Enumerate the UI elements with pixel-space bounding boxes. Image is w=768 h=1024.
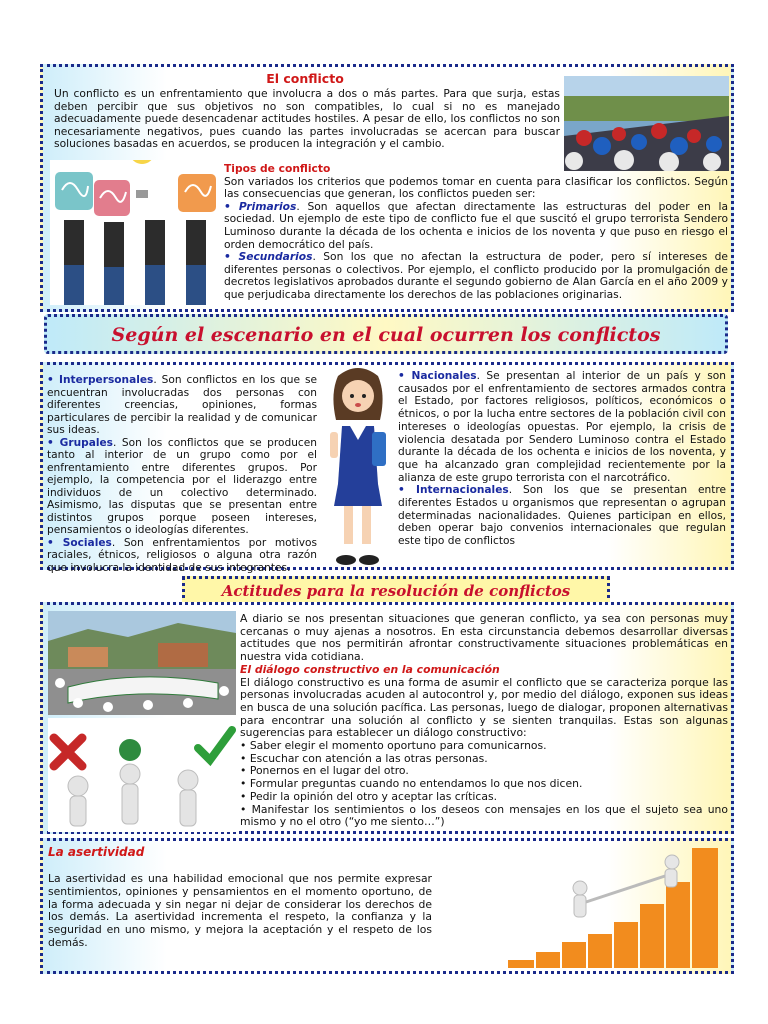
list-item: • Escuchar con atención a las otras personas. [240,753,728,766]
student-girl-illustration [320,366,396,566]
sociales-item: • Sociales. Son enfrentamientos por motivos raciales, étnicos, religiosos o alguna otra razón que involucra la identidad de sus integrantes. [47,536,317,574]
actitudes-intro: A diario se nos presentan situaciones que generan conflicto, ya sea con personas muy cercanas o muy ajenas a nosotros. En esta circunstancia debemos desarrollar diversas actitudes que nos permitirán afrontar constructivamente situaciones problemáticas en nuestra vida cotidiana. [240,612,728,664]
conflict-title: El conflicto [266,71,344,86]
left-column-types [47,374,317,574]
list-item: • Ponernos en el lugar del otro. [240,765,728,778]
internacionales-item: • Internacionales. Son los que se presentan entre diferentes Estados u organismos que representan o agrupan determinadas nacionalidades. Quienes participan en ellos, deben operar bajo convenios internacionales que regulan este tipo de conflictos [398,484,726,548]
tipos-section [224,163,728,302]
primarios-item: • Primarios. Son aquellos que afectan directamente las estructuras del poder en la sociedad. Un ejemplo de este tipo de conflicto fue el que suscitó el grupo terrorista Sendero Luminoso durante la década de los ochenta e inicios de los noventa y que puso en riesgo el orden democrático del país. [224,199,728,251]
dialogo-title: El diálogo constructivo en la comunicación [240,662,500,676]
banner-segun-escenario: Según el escenario en el cual ocurren los conflictos [44,314,728,354]
people-holding-signs-illustration [50,160,220,305]
asertividad-title: La asertividad [48,845,145,859]
sugerencias-list [240,740,728,829]
dialogue-figures-illustration [48,718,236,832]
nacionales-item: • Nacionales. Se presentan al interior de un país y son causados por el enfrentamiento de sectores armados contra el Estado, por factores religiosos, políticos, económicos o étnicos, o por la lucha entre sectores de la población civil con intereses o ideologías opuestas. Por ejemplo, la crisis de violencia desatada por Sendero Luminoso contra el Estado durante la década de los ochenta e inicios de los noventa, y que ha alcanzado gran complejidad recientemente por la alianza de este grupo terrorista con el narcotráfico. [398,370,726,484]
list-item: • Manifestar los sentimientos o los deseos con mensajes en los que el sujeto sea uno mismo y no el otro (“yo me siento…”) [240,804,728,829]
conflict-intro: Un conflicto es un enfrentamiento que involucra a dos o más partes. Para que surja, estas deben percibir que sus objetivos no son compatibles, lo cual si no es manejado adecuadamente puede desencadenar actitudes hostiles. A pesar de ello, los conflictos no son necesariamente negativos, pues cuando las partes involucradas se acercan para buscar soluciones basadas en acuerdos, se producen la integración y el cambio. [54,87,560,151]
asertividad-text: La asertividad es una habilidad emocional que nos permite expresar sentimientos, opiniones y pensamientos en el momento oportuno, de la forma adecuada y sin negar ni dejar de considerar los derechos de los demás. La asertividad incrementa el respeto, la confianza y la seguridad en uno mismo, y mejora la aceptación y el respeto de los demás. [48,872,432,949]
secundarios-item: • Secundarios. Son los que no afectan la estructura de poder, pero sí intereses de diferentes personas o colectivos. Por ejemplo, el conflicto producido por la promulgación de decretos legislativos aprobados durante el segundo gobierno de Alan García en el año 2009 y que perjudicaba directamente los derechos de las poblaciones originarias. [224,250,728,301]
banner-actitudes: Actitudes para la resolución de conflictos [182,576,610,606]
list-item: • Pedir la opinión del otro y aceptar las críticas. [240,791,728,804]
tipos-title: Tipos de conflicto [224,162,331,175]
climbing-stairs-illustration [500,842,726,970]
peace-march-photo [48,611,236,715]
list-item: • Saber elegir el momento oportuno para comunicarnos. [240,740,728,753]
dialogo-text: El diálogo constructivo es una forma de asumir el conflicto que se caracteriza porque las personas involucradas acuden al autocontrol y, por medio del diálogo, exponen sus ideas en busca de una solución pacífica. Las personas, luego de dialogar, proponen alternativas para encontrar una solución al conflicto y se sienten tranquilas. Estas son algunas sugerencias para establecer un diálogo constructivo: [240,675,728,740]
list-item: • Formular preguntas cuando no entendamos lo que nos dicen. [240,778,728,791]
tipos-intro: Son variados los criterios que podemos tomar en cuenta para clasificar los conflictos. Según las consecuencias que generan, los conflictos pueden ser: [224,174,728,201]
actitudes-text [240,613,728,829]
right-column-types [398,370,726,548]
grupales-item: • Grupales. Son los conflictos que se producen tanto al interior de un grupo como por el enfrentamiento entre diferentes grupos. Por ejemplo, la competencia por el liderazgo entre individuos de un colectivo determinado. Asimismo, las disputas que se presentan entre distintos grupos porque poseen intereses, pensamientos o ideologías diferentes. [47,436,317,536]
protest-crowd-photo [564,76,729,171]
interpersonales-item: • Interpersonales. Son conflictos en los que se encuentran involucradas dos personas con diferentes creencias, opiniones, formas particulares de percibir la realidad y de comunicar sus ideas. [47,374,317,436]
